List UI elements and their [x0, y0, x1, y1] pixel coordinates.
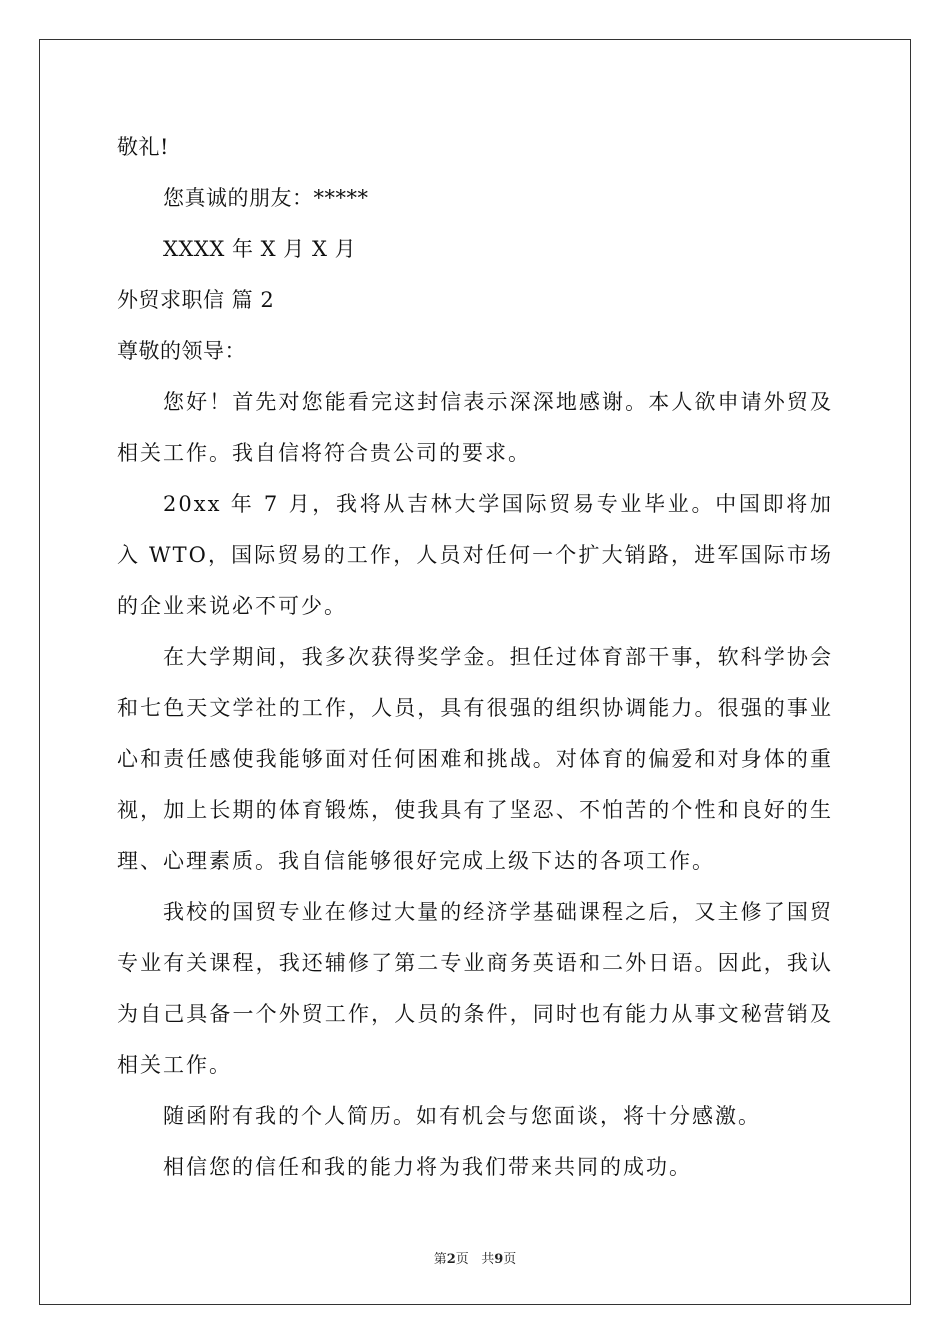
closing-line: 敬礼!	[117, 135, 169, 159]
paragraph-graduation: 20xx 年 7 月，我将从吉林大学国际贸易专业毕业。中国即将加入 WTO，国际贸易的工作，人员对任何一个扩大销路，进军国际市场的企业来说必不可少。	[117, 492, 833, 618]
paragraph-greeting: 您好！首先对您能看完这封信表示深深地感谢。本人欲申请外贸及相关工作。我自信将符合贵公司的要求。	[117, 390, 833, 465]
total-page-count: 9	[494, 1252, 504, 1267]
document-body	[117, 122, 833, 1193]
page-prefix: 第	[433, 1252, 447, 1267]
page-suffix: 页	[455, 1252, 469, 1267]
total-suffix: 页	[503, 1252, 517, 1267]
current-page-number: 2	[446, 1252, 456, 1267]
paragraph-closing-wish: 相信您的信任和我的能力将为我们带来共同的成功。	[163, 1155, 692, 1179]
signature-line: 您真诚的朋友：*****	[163, 186, 369, 210]
paragraph-university-experience: 在大学期间，我多次获得奖学金。担任过体育部干事，软科学协会和七色天文学社的工作，人员，具有很强的组织协调能力。很强的事业心和责任感使我能够面对任何困难和挑战。对体育的偏爱和对身体的重视，加上长期的体育锻炼，使我具有了坚忍、不怕苦的个性和良好的生理、心理素质。我自信能够很好完成上级下达的各项工作。	[117, 645, 833, 873]
total-prefix: 共	[481, 1252, 495, 1267]
paragraph-resume-attached: 随函附有我的个人简历。如有机会与您面谈，将十分感激。	[163, 1104, 761, 1128]
salutation-line: 尊敬的领导：	[117, 339, 246, 363]
date-line: XXXX 年 X 月 X 月	[163, 237, 357, 261]
paragraph-major-courses: 我校的国贸专业在修过大量的经济学基础课程之后，又主修了国贸专业有关课程，我还辅修了第二专业商务英语和二外日语。因此，我认为自己具备一个外贸工作，人员的条件，同时也有能力从事文秘营销及相关工作。	[117, 900, 833, 1077]
section-title: 外贸求职信 篇 2	[117, 288, 275, 312]
page-number-footer	[0, 1248, 950, 1267]
